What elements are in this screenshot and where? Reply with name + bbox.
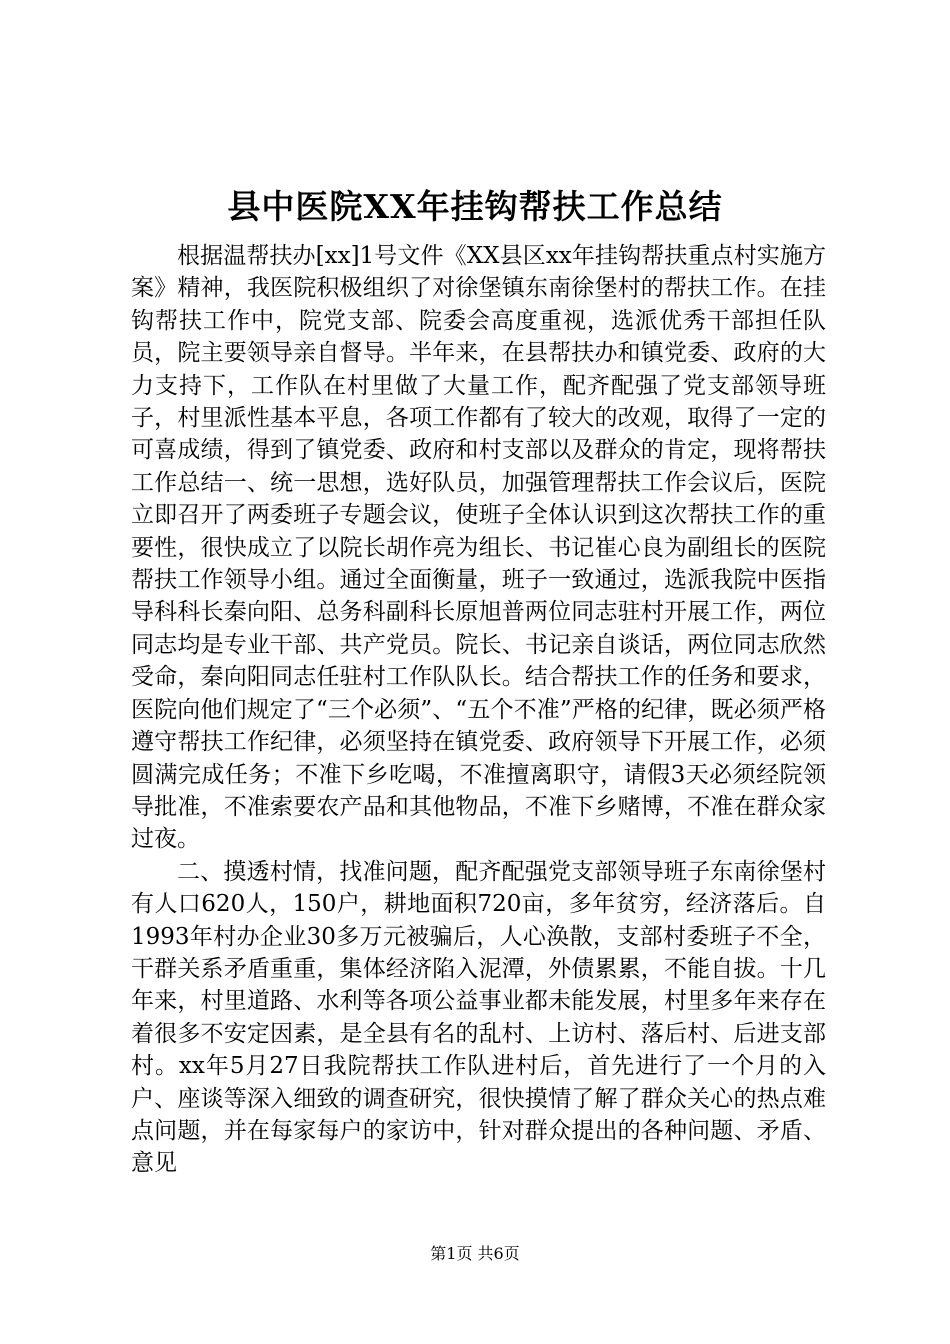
- body-paragraph-1: 根据温帮扶办[xx]1号文件《XX县区xx年挂钩帮扶重点村实施方案》精神，我医院积极组织了对徐堡镇东南徐堡村的帮扶工作。在挂钩帮扶工作中，院党支部、院委会高度重视，选派优秀干部担任队员，院主要领导亲自督导。半年来，在县帮扶办和镇党委、政府的大力支持下，工作队在村里做了大量工作，配齐配强了党支部领导班子，村里派性基本平息，各项工作都有了较大的改观，取得了一定的可喜成绩，得到了镇党委、政府和村支部以及群众的肯定，现将帮扶工作总结一、统一思想，选好队员，加强管理帮扶工作会议后，医院立即召开了两委班子专题会议，使班子全体认识到这次帮扶工作的重要性，很快成立了以院长胡作亮为组长、书记崔心良为副组长的医院帮扶工作领导小组。通过全面衡量，班子一致通过，选派我院中医指导科科长秦向阳、总务科副科长原旭普两位同志驻村开展工作，两位同志均是专业干部、共产党员。院长、书记亲自谈话，两位同志欣然受命，秦向阳同志任驻村工作队队长。结合帮扶工作的任务和要求，医院向他们规定了“三个必须”、“五个不准”严格的纪律，既必须严格遵守帮扶工作纪律，必须坚持在镇党委、政府领导下开展工作，必须圆满完成任务；不准下乡吃喝，不准擅离职守，请假3天必须经院领导批准，不准索要农产品和其他物品，不准下乡赌博，不准在群众家过夜。: [131, 243, 826, 853]
- page-number-footer: 第1页 共6页: [430, 1244, 520, 1263]
- document-body: [131, 240, 826, 1180]
- document-title: 县中医院XX年挂钩帮扶工作总结: [227, 187, 723, 226]
- body-paragraph-2: 二、摸透村情，找准问题，配齐配强党支部领导班子东南徐堡村有人口620人，150户，耕地面积720亩，多年贫穷，经济落后。自1993年村办企业30多万元被骗后，人心涣散，支部村委班子不全，干群关系矛盾重重，集体经济陷入泥潭，外债累累，不能自拔。十几年来，村里道路、水利等各项公益事业都未能发展，村里多年来存在着很多不安定因素，是全县有名的乱村、上访村、落后村、后进支部村。xx年5月27日我院帮扶工作队进村后，首先进行了一个月的入户、座谈等深入细致的调查研究，很快摸情了解了群众关心的热点难点问题，并在每家每户的家访中，针对群众提出的各种问题、矛盾、意见: [131, 858, 826, 1177]
